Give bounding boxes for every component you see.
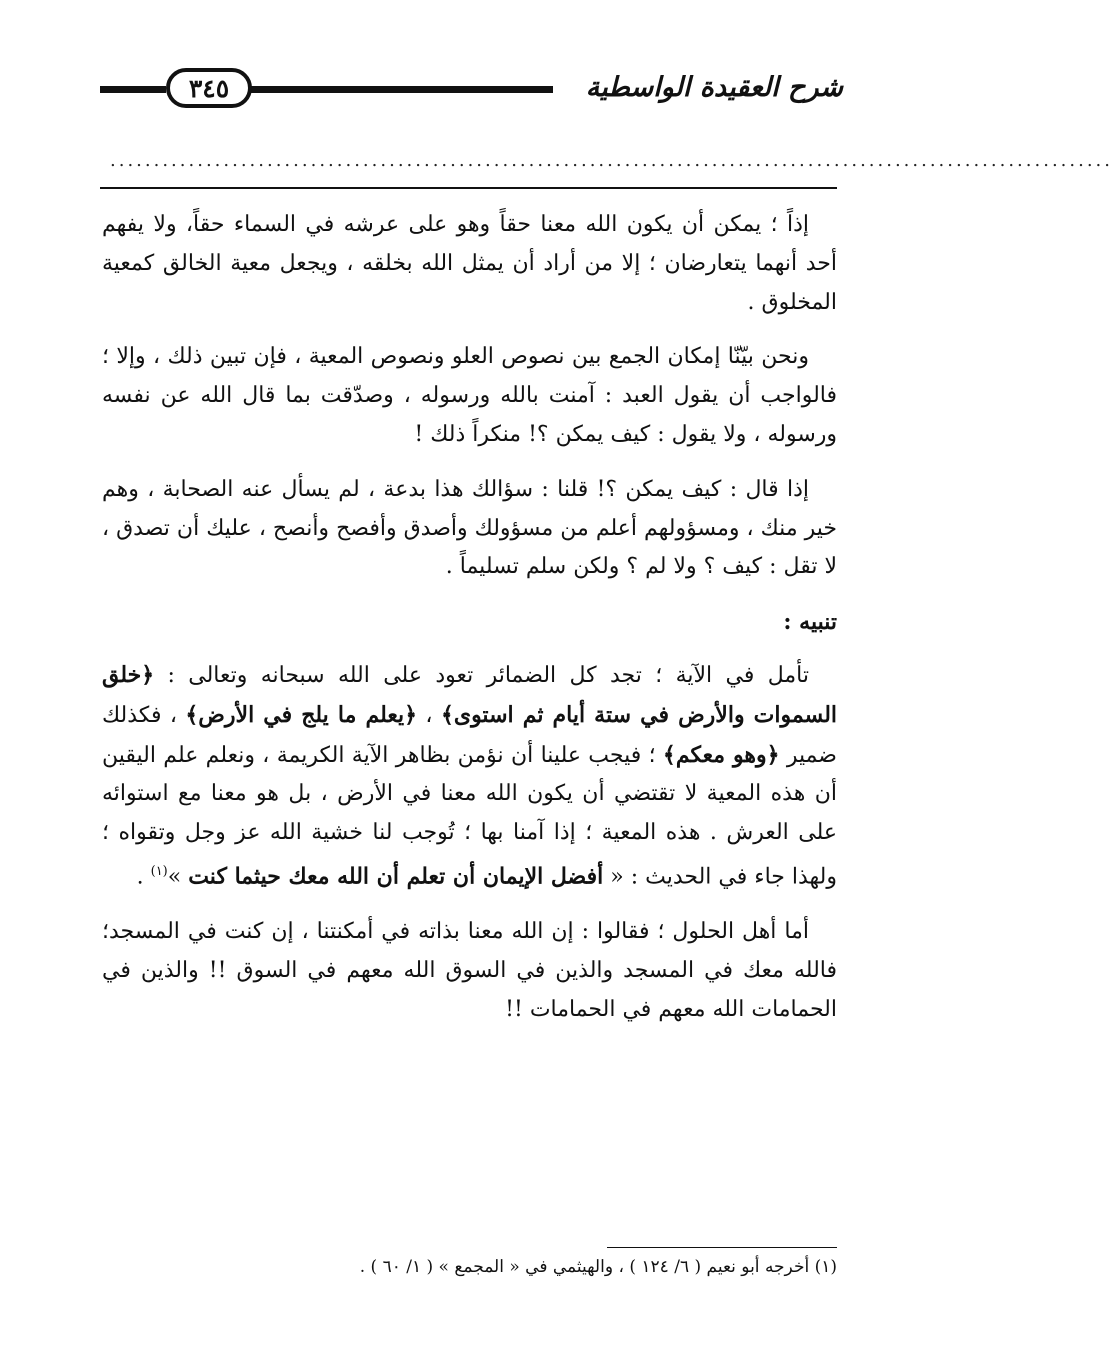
hadith-quote: أفضل الإيمان أن تعلم أن الله معك حيثما كنت: [188, 863, 604, 890]
p4-text-g: ؛ فيجب علينا أن نؤمن بظاهر الآية الكريمة ، ونعلم علم اليقين أن هذه المعية لا تقتضي أن يكون الله معنا في الأرض ، بل هو معنا مع استوائه على العرش . هذه المعية ؛ إذا آمنا بها ؛ تُوجب لنا خشية الله عز وجل وتقواه ؛ ولهذا جاء في الحديث : «: [102, 742, 838, 890]
footnote-rule: [607, 1247, 837, 1248]
quran-verse-2: ﴿يعلم ما يلج في الأرض﴾: [185, 701, 418, 728]
paragraph-5: أما أهل الحلول ؛ فقالوا : إن الله معنا بذاته في أمكنتنا ، إن كنت في المسجد؛ فالله معك في المسجد والذين في السوق الله معهم في السوق !! والذين في الحمامات الله معهم في الحمامات !!: [102, 919, 837, 1022]
page-number: ٣٤٥: [166, 68, 252, 108]
section-heading: تنبيه :: [783, 609, 837, 636]
footnote: (١) أخرجه أبو نعيم ( ٦/ ١٢٤ ) ، والهيثمي في « المجمع » ( ١/ ٦٠ ) .: [359, 1257, 837, 1277]
quran-verse-1: ﴿خلق السموات والأرض في ستة أيام ثم استوى﴾: [102, 661, 838, 728]
p4-text-i: »: [167, 864, 189, 890]
dotted-separator: ...................................................................................................................: [110, 150, 1113, 171]
paragraph-3: إذا قال : كيف يمكن ؟! قلنا : سؤالك هذا بدعة ، لم يسأل عنه الصحابة ، وهم خير منك ، ومسؤولهم أعلم من مسؤولك وأصدق وأفصح وأنصح ، عليك أن تصدق ، لا تقل : كيف ؟ ولا لم ؟ ولكن سلم تسليماً .: [102, 476, 837, 580]
top-rule: [100, 187, 837, 189]
header-rule: [250, 86, 553, 93]
paragraph-1: إذاً ؛ يمكن أن يكون الله معنا حقاً وهو على عرشه في السماء حقاً، ولا يفهم أحد أنهما يتعارضان ؛ إلا من أراد أن يمثل الله بخلقه ، ويجعل معية الخالق كمعية المخلوق .: [102, 212, 837, 315]
p4-text-c: ،: [417, 702, 441, 728]
quran-verse-3: ﴿وهو معكم﴾: [662, 741, 780, 768]
p4-text-e: ، فكذلك ضمير: [102, 702, 837, 768]
body-text: [102, 206, 837, 1045]
page-header: [100, 66, 843, 114]
paragraph-2: ونحن بيّنّا إمكان الجمع بين نصوص العلو ونصوص المعية ، فإن تبين ذلك ، وإلا ؛ فالواجب أن يقول العبد : آمنت بالله ورسوله ، وصدّقت بما قال الله عن نفسه ورسوله ، ولا يقول : كيف يمكن ؟! منكراً ذلك !: [102, 344, 837, 447]
header-rule-left: [100, 86, 166, 93]
p4-text-a: تأمل في الآية ؛ تجد كل الضمائر تعود على الله سبحانه وتعالى :: [154, 662, 809, 688]
p4-text-j: .: [136, 864, 151, 890]
footnote-ref[interactable]: (١): [150, 863, 168, 879]
paragraph-4: [102, 656, 837, 897]
book-title: شرح العقيدة الواسطية: [585, 72, 843, 103]
